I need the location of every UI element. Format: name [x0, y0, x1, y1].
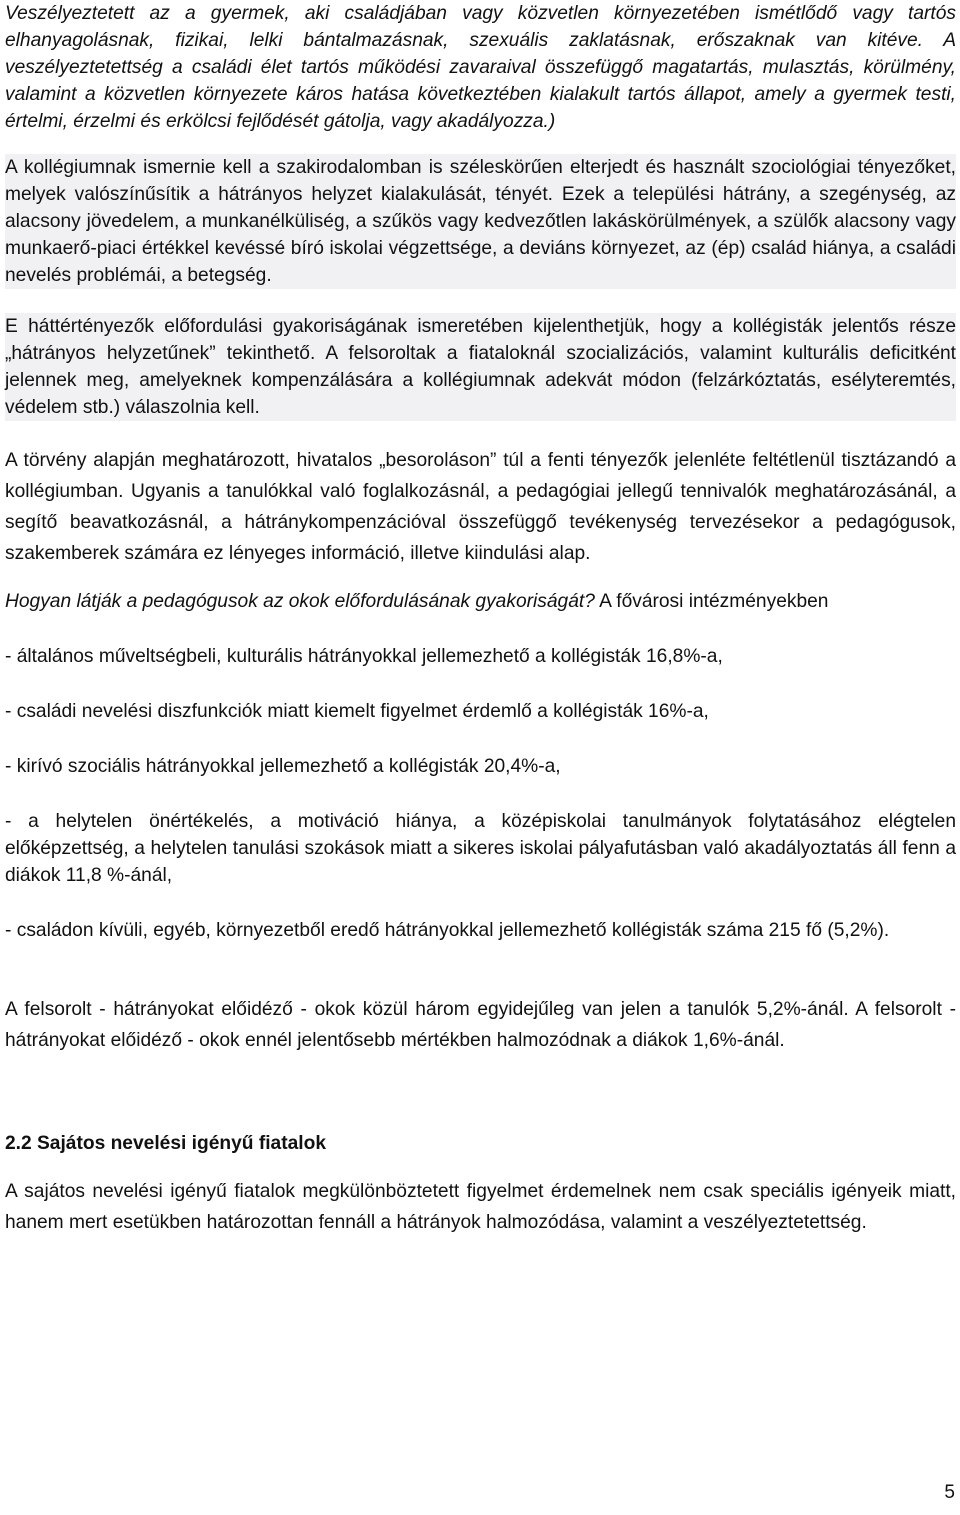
list-item: - családi nevelési diszfunkciók miatt kiemelt figyelmet érdemlő a kollégisták 16%-a,: [5, 701, 709, 722]
summary-paragraph: A felsorolt - hátrányokat előidéző - okok közül három egyidejűleg van jelen a tanulók 5,2%-ánál. A felsorolt - hátrányokat előidéző - okok ennél jelentősebb mértékben halmozódnak a diákok 1,6%-ánál.: [5, 999, 956, 1051]
factors-paragraph: A kollégiumnak ismernie kell a szakirodalomban is széleskörűen elterjedt és használt szociológiai tényezőket, melyek valószínűsítik a hátrányos helyzet kialakulását, tényét. Ezek a települési hátrány, a szegénység, az alacsony jövedelem, a munkanélküliség, a szűkös vagy kedvezőtlen lakáskörülmények, a szülők alacsony vagy munkaerő-piaci értékkel kevéssé bíró iskolai végzettsége, a deviáns környezet, az (ép) család hiánya, a családi nevelés problémái, a betegség.: [5, 157, 956, 286]
background-block: [5, 313, 956, 421]
section-heading: 2.2 Sajátos nevelési igényű fiatalok: [5, 1133, 326, 1154]
document-page: [5, 0, 956, 1238]
page-number: 5: [944, 1482, 955, 1503]
list-item: - családon kívüli, egyéb, környezetből eredő hátrányokkal jellemezhető kollégisták száma 215 fő (5,2%).: [5, 920, 890, 941]
special-needs-paragraph: A sajátos nevelési igényű fiatalok megkülönböztetett figyelmet érdemelnek nem csak speciális igényeik miatt, hanem mert esetükben határozottan fennáll a hátrányok halmozódása, valamint a veszélyeztetettség.: [5, 1181, 956, 1233]
list-item: - a helytelen önértékelés, a motiváció hiánya, a középiskolai tanulmányok folytatásához elégtelen előképzettség, a helytelen tanulási szokások miatt a sikeres iskolai pályafutásban való akadályoztatás áll fenn a diákok 11,8 %-ánál,: [5, 811, 956, 886]
list-item: - kirívó szociális hátrányokkal jellemezhető a kollégisták 20,4%-a,: [5, 756, 561, 777]
question-rest: A fővárosi intézményekben: [594, 591, 829, 612]
question-paragraph: [5, 588, 956, 615]
list-item: - általános műveltségbeli, kulturális hátrányokkal jellemezhető a kollégisták 16,8%-a,: [5, 646, 723, 667]
factors-block: [5, 154, 956, 289]
background-paragraph: E háttértényezők előfordulási gyakoriságának ismeretében kijelenthetjük, hogy a kollégisták jelentős része „hátrányos helyzetűnek” tekinthető. A felsoroltak a fiataloknál szocializációs, valamint kulturális deficitként jelennek meg, amelyeknek kompenzálására a kollégiumnak adekvát módon (felzárkóztatás, esélyteremtés, védelem stb.) válaszolnia kell.: [5, 316, 956, 418]
question-italic: Hogyan látják a pedagógusok az okok előfordulásának gyakoriságát?: [5, 591, 595, 612]
intro-paragraph: Veszélyeztetett az a gyermek, aki családjában vagy közvetlen környezetében ismétlődő vagy tartós elhanyagolásnak, fizikai, lelki bántalmazásnak, szexuális zaklatásnak, erőszaknak van kitéve. A veszélyeztetettség a családi élet tartós működési zavaraival összefüggő magatartás, mulasztás, körülmény, valamint a közvetlen környezete káros hatása következtében kialakult tartós állapot, amely a gyermek testi, értelmi, érzelmi és erkölcsi fejlődését gátolja, vagy akadályozza.): [5, 3, 956, 132]
law-paragraph: A törvény alapján meghatározott, hivatalos „besoroláson” túl a fenti tényezők jelenléte feltétlenül tisztázandó a kollégiumban. Ugyanis a tanulókkal való foglalkozásnál, a pedagógiai jellegű tennivalók meghatározásánál, a segítő beavatkozásnál, a hátránykompenzációval összefüggő tevékenység tervezésekor a pedagógusok, szakemberek számára ez lényeges információ, illetve kiindulási alap.: [5, 450, 956, 564]
